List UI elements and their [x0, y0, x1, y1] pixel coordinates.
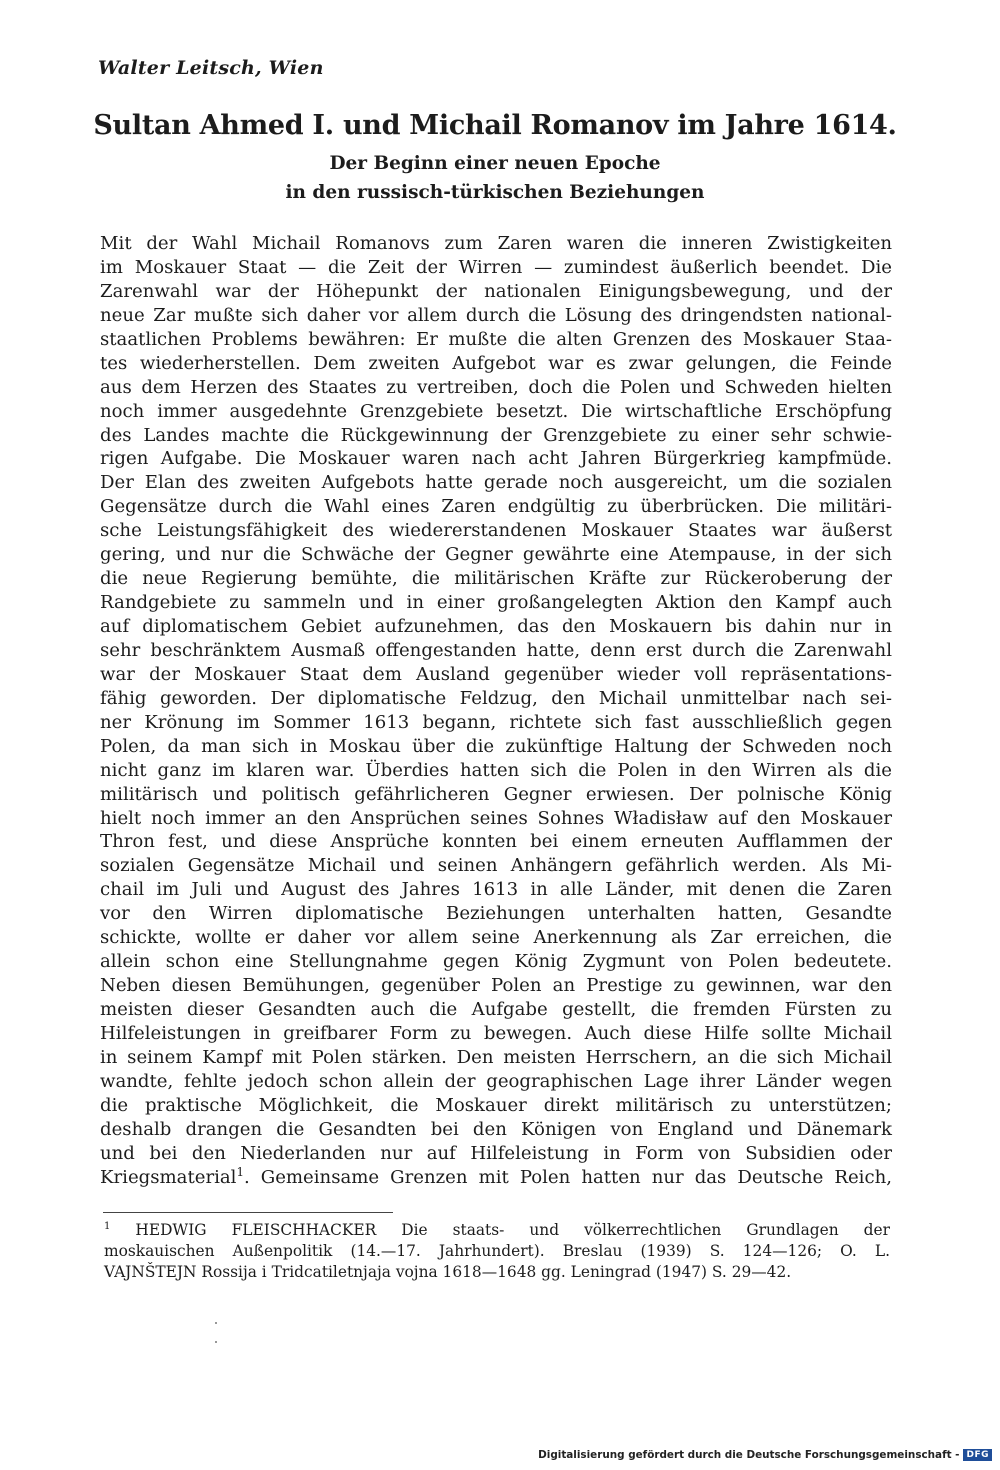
- body-line-final: [100, 1166, 892, 1190]
- body-line: deshalb drangen die Gesandten bei den Königen von England und Dänemark: [100, 1118, 892, 1140]
- body-text: [100, 232, 892, 1190]
- body-line: hielt noch immer an den Ansprüchen seines Sohnes Władisław auf den Moskauer: [100, 807, 892, 829]
- body-line: allein schon eine Stellungnahme gegen König Zygmunt von Polen bedeutete.: [100, 951, 892, 973]
- body-line: nicht ganz im klaren war. Überdies hatten sich die Polen in den Wirren als die: [100, 759, 892, 781]
- footnote-line-1: [104, 1220, 890, 1241]
- body-line: noch immer ausgedehnte Grenzgebiete besetzt. Die wirtschaftliche Erschöpfung: [100, 400, 892, 422]
- credit-text: Digitalisierung gefördert durch die Deutsche Forschungsgemeinschaft -: [538, 1449, 960, 1461]
- dfg-logo: DFG: [963, 1449, 992, 1461]
- digitization-credit: [538, 1449, 992, 1461]
- body-line: Hilfeleistungen in greifbarer Form zu bewegen. Auch diese Hilfe sollte Michail: [100, 1022, 892, 1044]
- body-line: tes wiederherstellen. Dem zweiten Aufgebot war es zwar gelungen, die Feinde: [100, 352, 892, 374]
- body-line: sehr beschränktem Ausmaß offengestanden hatte, denn erst durch die Zarenwahl: [100, 639, 892, 661]
- body-line: des Landes machte die Rückgewinnung der Grenzgebiete zu einer sehr schwie-: [100, 424, 892, 446]
- body-line: neue Zar mußte sich daher vor allem durch die Lösung des dringendsten national-: [100, 304, 892, 326]
- body-line-final-text-before: Kriegsmaterial: [100, 1166, 237, 1188]
- body-line: wandte, fehlte jedoch schon allein der geographischen Lage ihrer Länder wegen: [100, 1070, 892, 1092]
- body-line: Polen, da man sich in Moskau über die zukünftige Haltung der Schweden noch: [100, 735, 892, 757]
- body-line: fähig geworden. Der diplomatische Feldzug, den Michail unmittelbar nach sei-: [100, 687, 892, 709]
- body-line: war der Moskauer Staat dem Ausland gegenüber wieder voll repräsentations-: [100, 663, 892, 685]
- body-line: militärisch und politisch gefährlicheren Gegner erwiesen. Der polnische König: [100, 783, 892, 805]
- body-line: staatlichen Problems bewähren: Er mußte die alten Grenzen des Moskauer Staa-: [100, 328, 892, 350]
- body-line: im Moskauer Staat — die Zeit der Wirren — zumindest äußerlich beendet. Die: [100, 256, 892, 278]
- body-line: vor den Wirren diplomatische Beziehungen unterhalten hatten, Gesandte: [100, 903, 892, 925]
- body-line: gering, und nur die Schwäche der Gegner gewährte eine Atempause, in der sich: [100, 544, 892, 566]
- body-line: Mit der Wahl Michail Romanovs zum Zaren waren die inneren Zwistigkeiten: [100, 233, 892, 254]
- article-title: Sultan Ahmed I. und Michail Romanov im Jahre 1614.: [93, 110, 897, 141]
- body-line: chail im Juli und August des Jahres 1613 in alle Länder, mit denen die Zaren: [100, 879, 892, 901]
- body-line: Zarenwahl war der Höhepunkt der nationalen Einigungsbewegung, und der: [100, 280, 892, 302]
- body-line: die neue Regierung bemühte, die militärischen Kräfte zur Rückeroberung der: [100, 568, 892, 590]
- body-line: auf diplomatischem Gebiet aufzunehmen, das den Moskauern bis dahin nur in: [100, 616, 892, 637]
- footnote-line-3: VAJNŠTEJN Rossija i Tridcatiletnjaja vojna 1618—1648 gg. Leningrad (1947) S. 29—42.: [104, 1263, 792, 1281]
- footnote-marker: 1: [104, 1220, 111, 1232]
- body-line: Neben diesen Bemühungen, gegenüber Polen an Prestige zu gewinnen, war den: [100, 975, 892, 997]
- article-subtitle-line-1: Der Beginn einer neuen Epoche: [329, 153, 661, 174]
- body-line: in seinem Kampf mit Polen stärken. Den meisten Herrschern, an die sich Michail: [100, 1046, 892, 1068]
- footnote-rule: [103, 1212, 393, 1213]
- body-line: Gegensätze durch die Wahl eines Zaren endgültig zu überbrücken. Die militäri-: [100, 496, 892, 518]
- footnote-reference[interactable]: 1: [236, 1164, 244, 1179]
- body-line: Randgebiete zu sammeln und in einer großangelegten Aktion den Kampf auch: [100, 592, 892, 614]
- body-line: sche Leistungsfähigkeit des wiedererstandenen Moskauer Staates war äußerst: [100, 520, 892, 542]
- body-line: rigen Aufgabe. Die Moskauer waren nach acht Jahren Bürgerkrieg kampfmüde.: [100, 448, 892, 470]
- footnotes: [104, 1220, 890, 1283]
- body-line: und bei den Niederlanden nur auf Hilfeleistung in Form von Subsidien oder: [100, 1142, 892, 1164]
- body-line: die praktische Möglichkeit, die Moskauer direkt militärisch zu unterstützen;: [100, 1094, 892, 1116]
- footnote-line-2: moskauischen Außenpolitik (14.—17. Jahrhundert). Breslau (1939) S. 124—126; O. L.: [104, 1242, 890, 1260]
- article-subtitle-line-2: in den russisch-türkischen Beziehungen: [285, 182, 705, 203]
- body-line: meisten dieser Gesandten auch die Aufgabe gestellt, die fremden Fürsten zu: [100, 999, 892, 1020]
- body-line: aus dem Herzen des Staates zu vertreiben, doch die Polen und Schweden hielten: [100, 376, 892, 398]
- body-line: sozialen Gegensätze Michail und seinen Anhängern gefährlich werden. Als Mi-: [100, 855, 892, 877]
- footnote-text-1: HEDWIG FLEISCHHACKER Die staats- und völkerrechtlichen Grundlagen der: [135, 1221, 890, 1239]
- scan-speck: [215, 1341, 217, 1343]
- body-line-final-text-after: . Gemeinsame Grenzen mit Polen hatten nur das Deutsche Reich,: [243, 1166, 892, 1188]
- author-line: Walter Leitsch, Wien: [98, 57, 324, 79]
- scan-speck: [215, 1322, 217, 1324]
- body-line: Thron fest, und diese Ansprüche konnten bei einem erneuten Aufflammen der: [100, 831, 892, 853]
- body-line: ner Krönung im Sommer 1613 begann, richtete sich fast ausschließlich gegen: [100, 711, 892, 733]
- body-line: schickte, wollte er daher vor allem seine Anerkennung als Zar erreichen, die: [100, 927, 892, 949]
- body-line: Der Elan des zweiten Aufgebots hatte gerade noch ausgereicht, um die sozialen: [100, 472, 892, 494]
